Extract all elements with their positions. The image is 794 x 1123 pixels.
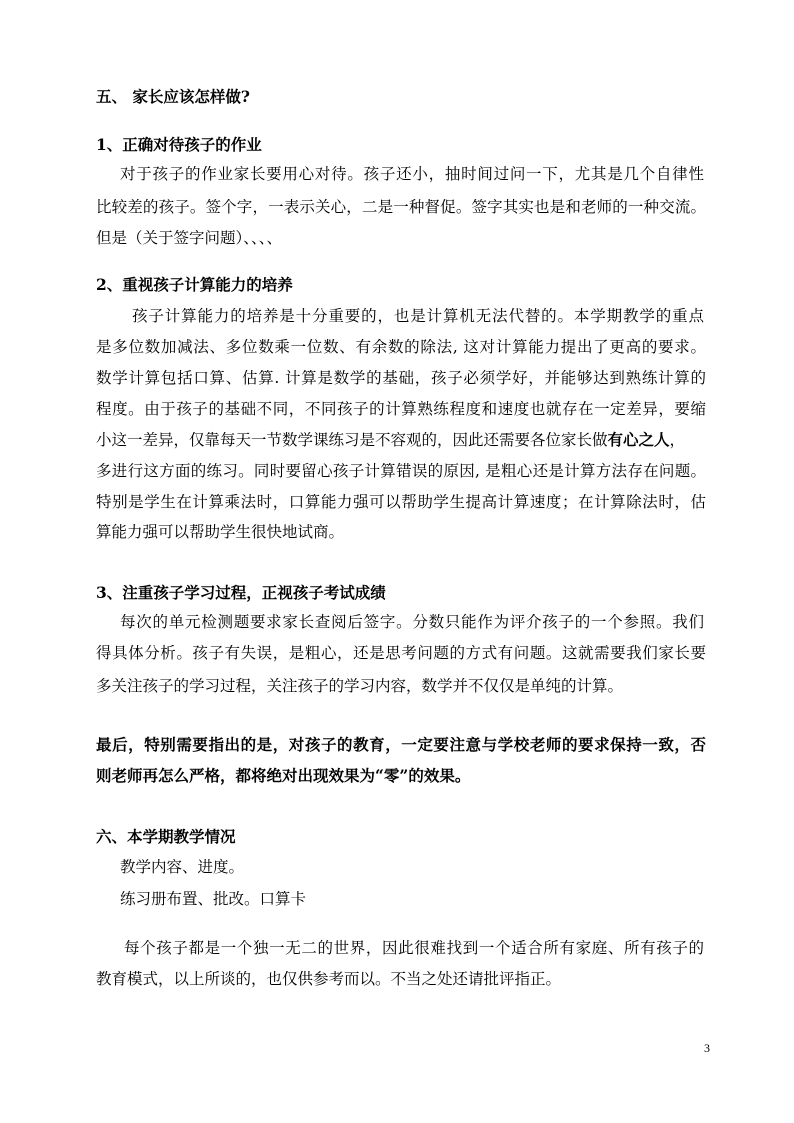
list-item: 教学内容、进度。 [120,858,245,876]
paragraph-line: 多关注孩子的学习过程，关注孩子的学习内容，数学并不仅仅是单纯的计算。 [96,677,624,695]
paragraph-line: 但是（关于签字问题）、、、、 [96,229,283,247]
paragraph-line: 得具体分析。孩子有失误，是粗心，还是思考问题的方式有问题。这就需要我们家长要 [96,644,706,662]
paragraph-line-with-emphasis [96,429,706,451]
paragraph-line: 每次的单元检测题要求家长查阅后签字。分数只能作为评介孩子的一个参照。我们 [120,613,704,631]
section-heading: 五、 家长应该怎样做? [96,87,250,106]
page-number: 3 [704,1041,710,1055]
paragraph-line: 多进行这方面的练习。同时要留心孩子计算错误的原因, 是粗心还是计算方法存在问题。 [96,462,706,480]
paragraph-line: 对于孩子的作业家长要用心对待。孩子还小，抽时间过问一下，尤其是几个自律性 [120,165,704,183]
paragraph-line: 是多位数加减法、多位数乘一位数、有余数的除法, 这对计算能力提出了更高的要求。 [96,338,706,356]
subsection-title: 2、重视孩子计算能力的培养 [96,275,293,294]
emphasis-paragraph-line: 则老师再怎么严格，都将绝对出现效果为“零”的效果。 [96,766,471,785]
list-item: 练习册布置、批改。口算卡 [120,890,307,908]
paragraph-line: 算能力强可以帮助学生很快地试商。 [96,523,345,541]
emphasis-paragraph-line: 最后，特别需要指出的是，对孩子的教育，一定要注意与学校老师的要求保持一致，否 [96,735,706,754]
section-heading: 六、本学期教学情况 [96,827,236,846]
paragraph-text: 小这一差异，仅靠每天一节数学课练习是不容观的，因此还需要各位家长做 [96,431,608,449]
paragraph-line: 孩子计算能力的培养是十分重要的，也是计算机无法代替的。本学期教学的重点 [132,307,704,325]
subsection-title: 1、正确对待孩子的作业 [96,135,262,154]
paragraph-line: 每个孩子都是一个独一无二的世界，因此很难找到一个适合所有家庭、所有孩子的 [124,939,704,957]
subsection-title: 3、注重孩子学习过程，正视孩子考试成绩 [96,583,386,602]
paragraph-line: 特别是学生在计算乘法时，口算能力强可以帮助学生提高计算速度；在计算除法时，估 [96,493,706,511]
emphasis-tail: ， [669,431,686,449]
paragraph-line: 数学计算包括口算、估算. 计算是数学的基础，孩子必须学好，并能够达到熟练计算的 [96,369,706,387]
emphasis-text: 有心之人 [607,430,670,449]
paragraph-line: 教育模式，以上所谈的，也仅供参考而以。不当之处还请批评指正。 [96,970,562,988]
paragraph-line: 比较差的孩子。签个字，一表示关心，二是一种督促。签字其实也是和老师的一种交流。 [96,198,706,216]
paragraph-line: 程度。由于孩子的基础不同，不同孩子的计算熟练程度和速度也就存在一定差异，要缩 [96,400,706,418]
